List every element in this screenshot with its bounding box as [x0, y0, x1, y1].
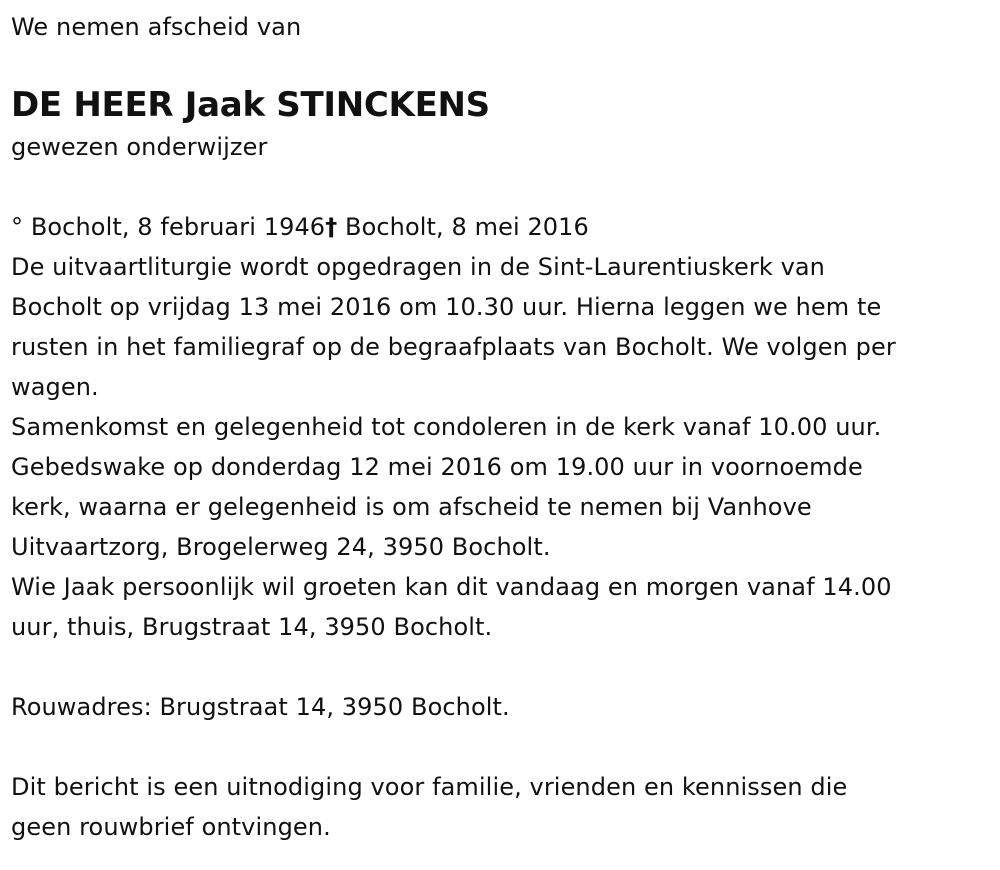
funeral-line: uur, thuis, Brugstraat 14, 3950 Bocholt. [11, 613, 493, 641]
funeral-line: Wie Jaak persoonlijk wil groeten kan dit vandaag en morgen vanaf 14.00 [11, 573, 892, 601]
funeral-line: wagen. [11, 373, 99, 401]
occupation: gewezen onderwijzer [11, 133, 268, 161]
closing-line: Dit bericht is een uitnodiging voor familie, vrienden en kennissen die [11, 773, 848, 801]
deceased-name: DE HEER Jaak STINCKENS [11, 85, 490, 125]
closing-note [11, 767, 996, 847]
intro-text: We nemen afscheid van [11, 13, 302, 41]
mourning-address: Rouwadres: Brugstraat 14, 3950 Bocholt. [11, 693, 510, 721]
spacer [11, 647, 996, 687]
funeral-line: De uitvaartliturgie wordt opgedragen in de Sint-Laurentiuskerk van [11, 253, 825, 281]
birth-death-line [11, 207, 996, 247]
spacer [11, 727, 996, 767]
funeral-line: Uitvaartzorg, Brogelerweg 24, 3950 Bocholt. [11, 533, 551, 561]
obituary-notice [11, 7, 996, 847]
funeral-line: Samenkomst en gelegenheid tot condoleren in de kerk vanaf 10.00 uur. [11, 413, 882, 441]
spacer [11, 167, 996, 207]
death-info: Bocholt, 8 mei 2016 [337, 213, 589, 241]
birth-info: ° Bocholt, 8 februari 1946 [11, 213, 326, 241]
funeral-line: rusten in het familiegraf op de begraafplaats van Bocholt. We volgen per [11, 333, 896, 361]
funeral-line: Bocholt op vrijdag 13 mei 2016 om 10.30 uur. Hierna leggen we hem te [11, 293, 882, 321]
funeral-line: Gebedswake op donderdag 12 mei 2016 om 19.00 uur in voornoemde [11, 453, 863, 481]
funeral-details [11, 247, 996, 647]
funeral-line: kerk, waarna er gelegenheid is om afscheid te nemen bij Vanhove [11, 493, 812, 521]
closing-line: geen rouwbrief ontvingen. [11, 813, 331, 841]
death-cross-icon: † [325, 213, 338, 241]
